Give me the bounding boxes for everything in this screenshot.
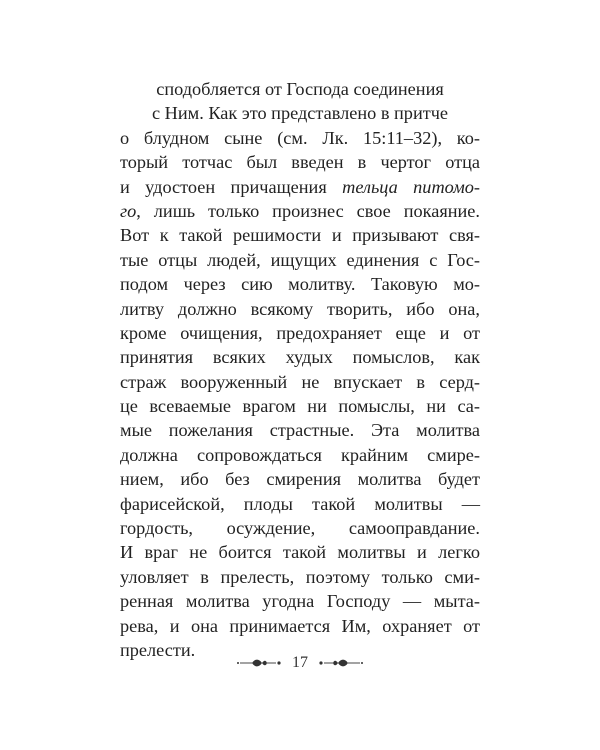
text-line: рева, и она принимается Им, охраняет от xyxy=(120,615,480,636)
text-line: о блудном сыне (см. Лк. 15:11–32), ко- xyxy=(120,127,480,148)
text-segment: , лишь только произнес свое покаяние. xyxy=(136,200,480,221)
text-line: сподобляется от Господа соединения xyxy=(156,79,444,99)
text-line: подом через сию молитву. Таковую мо- xyxy=(120,274,480,295)
text-line: уловляет в прелесть, поэтому только сми- xyxy=(120,566,480,587)
text-line: кроме очищения, предохраняет еще и от xyxy=(120,322,480,343)
text-line: Вот к такой решимости и призывают свя- xyxy=(120,225,480,246)
page-number: 17 xyxy=(292,654,308,671)
text-line: нием, ибо без смирения молитва будет xyxy=(120,469,480,490)
text-line: должна сопровождаться крайним смире- xyxy=(120,444,480,465)
text-line xyxy=(120,175,480,199)
text-line: страж вооруженный не впускает в серд- xyxy=(120,371,480,392)
text-line: фарисейской, плоды такой молитвы — xyxy=(120,493,480,514)
text-line: торый тотчас был введен в чертог отца xyxy=(120,152,480,173)
text-segment: и удостоен причащения xyxy=(120,176,343,197)
text-line: мые пожелания страстные. Эта молитва xyxy=(120,420,480,441)
text-line: гордость, осуждение, самооправдание. xyxy=(120,518,480,539)
ornament-right-icon xyxy=(318,657,364,669)
ornament-left-icon xyxy=(236,657,282,669)
italic-phrase: тельца питомо- xyxy=(342,176,480,197)
text-line: литву должно всякому творить, ибо она, xyxy=(120,298,480,319)
text-line: прелести. xyxy=(120,639,196,660)
text-line: с Ним. Как это представлено в притче xyxy=(151,103,449,124)
text-line: ренная молитва угодна Господу — мыта- xyxy=(120,591,480,612)
italic-phrase: го xyxy=(120,200,137,221)
text-line: принятия всяких худых помыслов, как xyxy=(120,347,480,368)
body-text xyxy=(120,77,480,662)
text-line: тые отцы людей, ищущих единения с Гос- xyxy=(120,249,480,270)
page-footer xyxy=(0,651,600,675)
text-line xyxy=(120,199,480,223)
text-line: це всеваемые врагом ни помыслы, ни са- xyxy=(120,396,480,417)
text-line: И враг не боится такой молитвы и легко xyxy=(120,542,480,563)
